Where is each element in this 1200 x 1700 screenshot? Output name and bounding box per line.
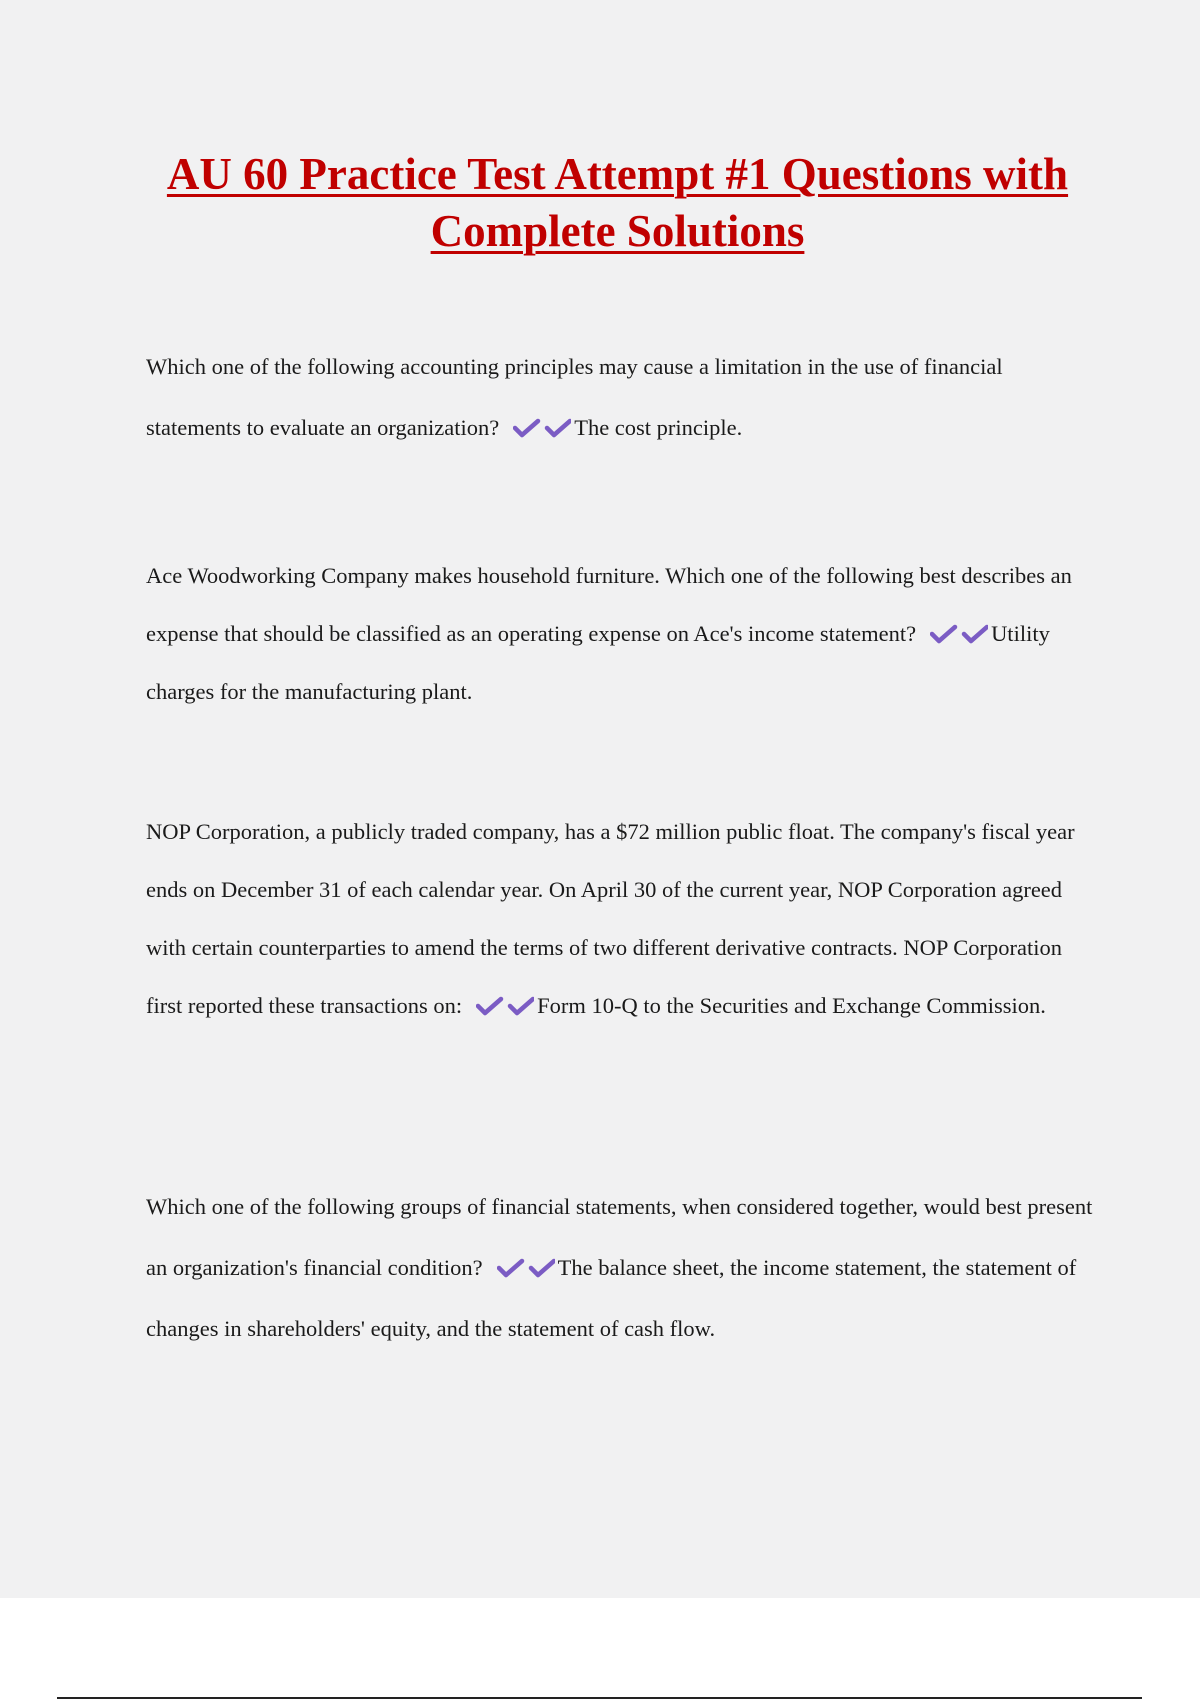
double-check-icon [497,1258,555,1278]
question-text: Which one of the following groups of financial statements, when considered together, would best present an organization's financial condition? [146,1194,1093,1280]
question-block [146,336,1096,458]
double-check-icon [930,624,988,644]
document-title: AU 60 Practice Test Attempt #1 Questions with Complete Solutions [166,149,1069,256]
double-check-icon [476,996,534,1016]
question-text: Ace Woodworking Company makes household furniture. Which one of the following best describes an expense that should be classified as an operating expense on Ace's income statement? [146,563,1072,646]
answer-text: The balance sheet, the income statement, the statement of changes in shareholders' equity, and the statement of cash flow. [146,1255,1077,1341]
answer-text: Form 10-Q to the Securities and Exchange Commission. [537,993,1046,1018]
question-block [146,1176,1096,1359]
question-block [146,547,1096,721]
footer-divider [57,1697,1142,1699]
double-check-icon [513,418,571,438]
question-text: NOP Corporation, a publicly traded company, has a $72 million public float. The company's fiscal year ends on December 31 of each calendar year. On April 30 of the current year, NOP Corporation agreed with certain counterparties to amend the terms of two different derivative contracts. NOP Corporation first reported these transactions on: [146,819,1075,1018]
answer-text: The cost principle. [574,415,743,440]
question-block [146,803,1096,1035]
answer-text: Utility charges for the manufacturing plant. [146,621,1050,704]
question-text: Which one of the following accounting principles may cause a limitation in the use of financial statements to evaluate an organization? [146,354,1003,440]
